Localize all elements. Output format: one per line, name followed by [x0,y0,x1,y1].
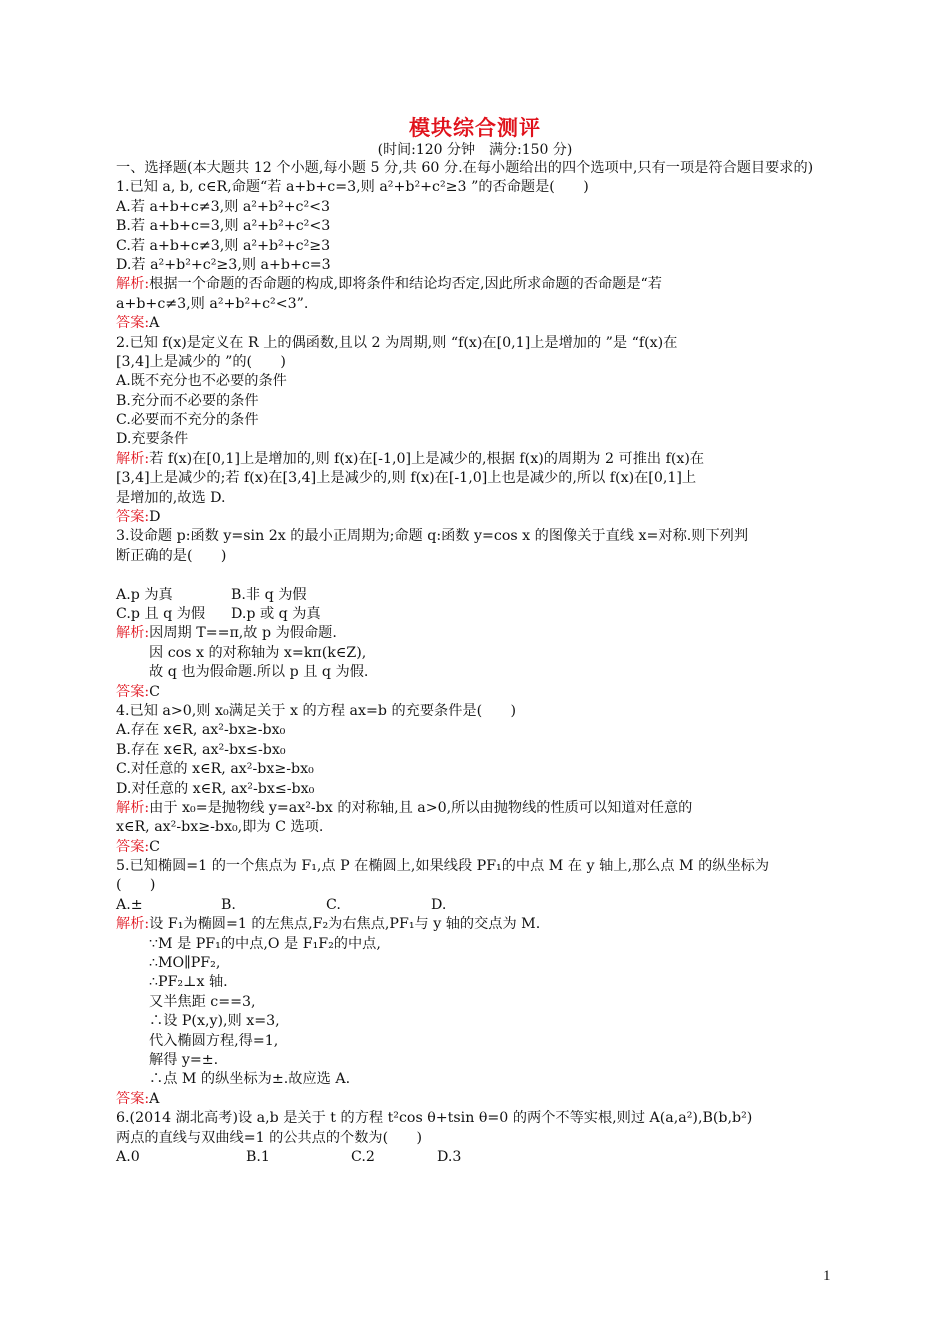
question-stem: 4.已知 a>0,则 x₀满足关于 x 的方程 ax=b 的充要条件是( ) [116,702,517,719]
option-d: D. [431,896,447,913]
analysis-label: 解析: [116,450,150,467]
analysis-continued: a+b+c≠3,则 a²+b²+c²<3”. [116,295,309,312]
question-1 [116,178,836,333]
analysis-label: 解析: [116,625,150,642]
page-title: 模块综合测评 [409,116,541,140]
analysis-label: 解析: [116,799,150,816]
question-stem: 6.(2014 湖北高考)设 a,b 是关于 t 的方程 t²cos θ+tsin θ=0 的两个不等实根,则过 A(a,a²),B(b,b²) [116,1110,753,1127]
analysis [116,624,836,643]
option-a: A.p 为真 [116,586,173,603]
answer-value: A [149,1090,160,1107]
option-a: A.若 a+b+c≠3,则 a²+b²+c²<3 [116,198,331,215]
option-c: C.对任意的 x∈R, ax²-bx≥-bx₀ [116,761,314,778]
analysis-continued: 又半焦距 c==3, [149,993,256,1010]
analysis-continued: 是增加的,故选 D. [116,489,226,506]
options-row [116,1148,836,1167]
option-a: A.既不充分也不必要的条件 [116,373,287,390]
answer-label: 答案: [116,509,150,526]
analysis [116,799,836,818]
answer-value: C [149,683,161,700]
analysis-continued: x∈R, ax²-bx≥-bx₀,即为 C 选项. [116,819,324,836]
analysis-label: 解析: [116,916,150,933]
question-5 [116,857,836,1109]
analysis-continued: 代入椭圆方程,得=1, [149,1032,279,1049]
analysis-text: 因周期 T==π,故 p 为假命题. [149,625,337,642]
page-number: 1 [823,1268,831,1284]
analysis-continued: 故 q 也为假命题.所以 p 且 q 为假. [149,664,369,681]
answer-label: 答案: [116,1090,150,1107]
answer-label: 答案: [116,315,150,332]
analysis-continued: ∴PF₂⊥x 轴. [149,974,228,991]
exam-content [116,159,836,1167]
question-4 [116,702,836,857]
option-c: C. [326,896,341,913]
question-stem-continued: 断正确的是( ) [116,547,227,564]
answer-label: 答案: [116,838,150,855]
option-d: D.p 或 q 为真 [231,606,321,622]
question-stem: 1.已知 a, b, c∈R,命题“若 a+b+c=3,则 a²+b²+c²≥3 ”的否命题是( ) [116,179,589,196]
answer-label: 答案: [116,683,150,700]
answer [116,508,836,527]
section-heading: 一、选择题(本大题共 12 个小题,每小题 5 分,共 60 分.在每小题给出的四个选项中,只有一项是符合题目要求的) [116,160,814,176]
option-c: C.2 [351,1148,375,1165]
option-b: B.若 a+b+c=3,则 a²+b²+c²<3 [116,218,331,235]
question-stem-continued: [3,4]上是减少的 ”的( ) [116,353,286,370]
option-b: B.1 [246,1148,270,1165]
option-d: D.对任意的 x∈R, ax²-bx≤-bx₀ [116,780,315,797]
analysis-continued: [3,4]上是减少的;若 f(x)在[3,4]上是减少的,则 f(x)在[-1,0]上也是减少的,所以 f(x)在[0,1]上 [116,470,697,487]
options-row [116,605,836,624]
question-stem-continued: ( ) [116,877,156,894]
option-b: B.存在 x∈R, ax²-bx≤-bx₀ [116,741,286,758]
answer [116,683,836,702]
question-stem: 2.已知 f(x)是定义在 R 上的偶函数,且以 2 为周期,则 “f(x)在[0,1]上是增加的 ”是 “f(x)在 [116,334,678,351]
analysis-continued: ∵M 是 PF₁的中点,O 是 F₁F₂的中点, [149,935,381,952]
option-d: D.若 a²+b²+c²≥3,则 a+b+c=3 [116,256,331,273]
exam-time-and-score: (时间:120 分钟 满分:150 分) [377,142,573,158]
answer-value: A [149,315,160,332]
answer [116,1090,836,1109]
option-c: C.必要而不充分的条件 [116,412,259,429]
option-c: C.若 a+b+c≠3,则 a²+b²+c²≥3 [116,237,331,254]
question-stem-continued: 两点的直线与双曲线=1 的公共点的个数为( ) [116,1129,423,1146]
analysis [116,275,836,294]
analysis-text: 根据一个命题的否命题的构成,即将条件和结论均否定,因此所求命题的否命题是“若 [149,276,662,293]
option-d: D.3 [437,1148,462,1165]
analysis-continued: ∴设 P(x,y),则 x=3, [149,1013,280,1030]
option-a: A.存在 x∈R, ax²-bx≥-bx₀ [116,722,286,739]
question-2 [116,334,836,528]
answer-value: C [149,838,161,855]
answer [116,838,836,857]
option-b: B.非 q 为假 [231,586,307,603]
option-a: A.± [116,896,143,913]
spacer [116,566,836,585]
analysis [116,450,836,469]
option-d: D.充要条件 [116,431,189,448]
analysis-continued: 因 cos x 的对称轴为 x=kπ(k∈Z), [149,644,367,661]
analysis-text: 由于 x₀=是抛物线 y=ax²-bx 的对称轴,且 a>0,所以由抛物线的性质可以知道对任意的 [149,799,693,816]
question-3 [116,527,836,702]
question-stem: 3.设命题 p:函数 y=sin 2x 的最小正周期为;命题 q:函数 y=cos x 的图像关于直线 x=对称.则下列判 [116,528,749,545]
options-row [116,896,836,915]
question-6 [116,1109,836,1167]
option-b: B. [221,896,236,913]
answer [116,314,836,333]
analysis-continued: ∴点 M 的纵坐标为±.故应选 A. [149,1071,351,1088]
analysis-continued: ∴MO∥PF₂, [149,955,221,972]
analysis-text: 若 f(x)在[0,1]上是增加的,则 f(x)在[-1,0]上是减少的,根据 f(x)的周期为 2 可推出 f(x)在 [149,450,705,467]
question-stem: 5.已知椭圆=1 的一个焦点为 F₁,点 P 在椭圆上,如果线段 PF₁的中点 M 在 y 轴上,那么点 M 的纵坐标为 [116,858,770,875]
analysis-text: 设 F₁为椭圆=1 的左焦点,F₂为右焦点,PF₁与 y 轴的交点为 M. [149,916,541,933]
option-c: C.p 且 q 为假 [116,606,206,622]
analysis-label: 解析: [116,276,150,293]
option-b: B.充分而不必要的条件 [116,392,259,409]
answer-value: D [149,509,161,526]
option-a: A.0 [116,1148,140,1165]
analysis [116,915,836,934]
options-row [116,586,836,605]
analysis-continued: 解得 y=±. [149,1051,219,1068]
